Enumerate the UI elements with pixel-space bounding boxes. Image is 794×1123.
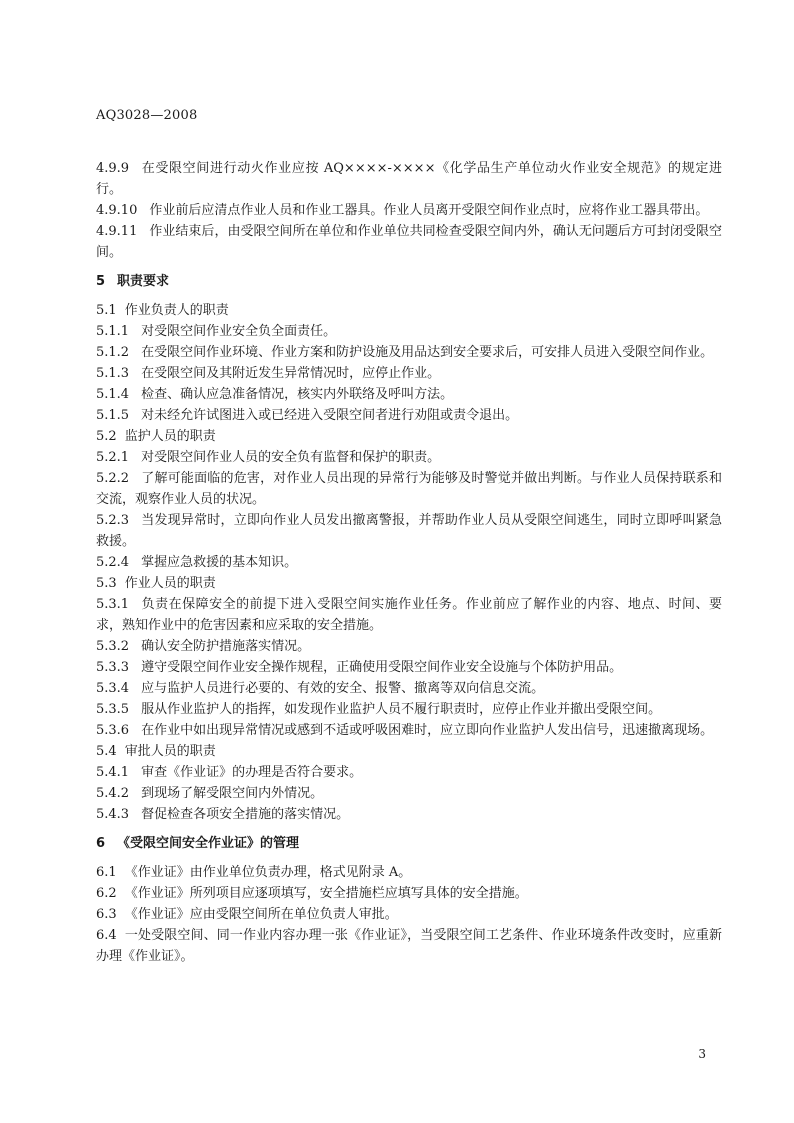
page-number: 3 xyxy=(698,1047,706,1061)
subsection-title xyxy=(96,862,722,883)
clause-number: 5.2 xyxy=(96,429,117,444)
clause-paragraph xyxy=(96,720,722,741)
clause-number: 5.1 xyxy=(96,303,117,318)
clause-paragraph xyxy=(96,804,722,825)
clause-paragraph xyxy=(96,552,722,573)
clause-paragraph xyxy=(96,221,722,263)
clause-paragraph xyxy=(96,363,722,384)
clause-text: 审批人员的职责 xyxy=(124,744,216,759)
clause-number: 4.9.11 xyxy=(96,224,138,239)
clause-paragraph xyxy=(96,321,722,342)
clause-number: 5.1.4 xyxy=(96,387,130,402)
clause-text: 《作业证》由作业单位负责办理，格式见附录 A。 xyxy=(124,865,412,880)
clause-text: 对受限空间作业安全负全面责任。 xyxy=(141,324,337,339)
clause-text: 对未经允许试图进入或已经进入受限空间者进行劝阻或责令退出。 xyxy=(141,408,519,423)
clause-number: 5.1.1 xyxy=(96,324,130,339)
clause-number: 5.3.2 xyxy=(96,639,130,654)
clause-number: 5.2.3 xyxy=(96,513,130,528)
clause-paragraph xyxy=(96,636,722,657)
clause-text: 《受限空间安全作业证》的管理 xyxy=(117,836,300,851)
clause-number: 5.2.2 xyxy=(96,471,130,486)
clause-number: 5.3.4 xyxy=(96,681,130,696)
clause-number: 6 xyxy=(96,836,106,851)
clause-number: 5.1.2 xyxy=(96,345,130,360)
clause-text: 在受限空间进行动火作业应按 AQ××××-××××《化学品生产单位动火作业安全规范》的规定进行。 xyxy=(96,161,722,197)
clause-number: 4.9.9 xyxy=(96,161,130,176)
clause-text: 职责要求 xyxy=(117,274,170,289)
clause-paragraph xyxy=(96,657,722,678)
section-heading xyxy=(96,833,722,854)
clause-text: 当发现异常时，立即向作业人员发出撤离警报，并帮助作业人员从受限空间逃生，同时立即呼叫紧急救援。 xyxy=(96,513,722,549)
clause-paragraph xyxy=(96,510,722,552)
clause-text: 遵守受限空间作业安全操作规程，正确使用受限空间作业安全设施与个体防护用品。 xyxy=(141,660,623,675)
subsection-title xyxy=(96,925,722,967)
clause-paragraph xyxy=(96,447,722,468)
clause-text: 应与监护人员进行必要的、有效的安全、报警、撤离等双向信息交流。 xyxy=(141,681,545,696)
clause-text: 在受限空间作业环境、作业方案和防护设施及用品达到安全要求后，可安排人员进入受限空间作业。 xyxy=(141,345,714,360)
clause-text: 掌握应急救援的基本知识。 xyxy=(141,555,298,570)
clause-number: 5.4 xyxy=(96,744,117,759)
clause-text: 督促检查各项安全措施的落实情况。 xyxy=(141,807,350,822)
clause-text: 了解可能面临的危害，对作业人员出现的异常行为能够及时警觉并做出判断。与作业人员保持联系和交流，观察作业人员的状况。 xyxy=(96,471,722,507)
document-code-header: AQ3028—2008 xyxy=(96,108,198,123)
clause-paragraph xyxy=(96,342,722,363)
clause-text: 在作业中如出现异常情况或感到不适或呼吸困难时，应立即向作业监护人发出信号，迅速撤离现场。 xyxy=(141,723,714,738)
clause-number: 5.3.1 xyxy=(96,597,130,612)
subsection-title xyxy=(96,300,722,321)
clause-number: 5.3.3 xyxy=(96,660,130,675)
clause-number: 5.3 xyxy=(96,576,117,591)
clause-number: 5.3.5 xyxy=(96,702,130,717)
subsection-title xyxy=(96,573,722,594)
clause-text: 在受限空间及其附近发生异常情况时，应停止作业。 xyxy=(141,366,441,381)
clause-number: 6.4 xyxy=(96,928,117,943)
subsection-title xyxy=(96,426,722,447)
clause-paragraph xyxy=(96,158,722,200)
clause-text: 到现场了解受限空间内外情况。 xyxy=(141,786,324,801)
clause-paragraph xyxy=(96,594,722,636)
section-heading xyxy=(96,271,722,292)
clause-text: 对受限空间作业人员的安全负有监督和保护的职责。 xyxy=(141,450,441,465)
clause-text: 作业结束后，由受限空间所在单位和作业单位共同检查受限空间内外，确认无问题后方可封闭受限空间。 xyxy=(96,224,722,260)
clause-text: 确认安全防护措施落实情况。 xyxy=(141,639,311,654)
clause-paragraph xyxy=(96,468,722,510)
clause-number: 5.1.3 xyxy=(96,366,130,381)
clause-text: 监护人员的职责 xyxy=(124,429,216,444)
clause-paragraph xyxy=(96,699,722,720)
clause-number: 5 xyxy=(96,274,106,289)
clause-number: 5.4.1 xyxy=(96,765,130,780)
clause-text: 作业前后应清点作业人员和作业工器具。作业人员离开受限空间作业点时，应将作业工器具带出。 xyxy=(149,203,709,218)
clause-text: 《作业证》应由受限空间所在单位负责人审批。 xyxy=(124,907,398,922)
clause-text: 检查、确认应急准备情况，核实内外联络及呼叫方法。 xyxy=(141,387,454,402)
clause-number: 5.2.4 xyxy=(96,555,130,570)
clause-number: 5.1.5 xyxy=(96,408,130,423)
clause-text: 作业负责人的职责 xyxy=(124,303,229,318)
clause-number: 4.9.10 xyxy=(96,203,138,218)
subsection-title xyxy=(96,904,722,925)
clause-paragraph xyxy=(96,200,722,221)
clause-text: 《作业证》所列项目应逐项填写，安全措施栏应填写具体的安全措施。 xyxy=(124,886,528,901)
clause-number: 5.4.3 xyxy=(96,807,130,822)
clause-text: 负责在保障安全的前提下进入受限空间实施作业任务。作业前应了解作业的内容、地点、时间、要求，熟知作业中的危害因素和应采取的安全措施。 xyxy=(96,597,722,633)
subsection-title xyxy=(96,741,722,762)
clause-text: 服从作业监护人的指挥，如发现作业监护人员不履行职责时，应停止作业并撤出受限空间。 xyxy=(141,702,662,717)
clause-paragraph xyxy=(96,783,722,804)
document-body xyxy=(96,158,722,967)
subsection-title xyxy=(96,883,722,904)
clause-text: 审查《作业证》的办理是否符合要求。 xyxy=(141,765,363,780)
clause-number: 5.4.2 xyxy=(96,786,130,801)
clause-text: 作业人员的职责 xyxy=(124,576,216,591)
clause-number: 6.3 xyxy=(96,907,117,922)
clause-paragraph xyxy=(96,384,722,405)
clause-number: 5.2.1 xyxy=(96,450,130,465)
clause-number: 6.1 xyxy=(96,865,117,880)
clause-text: 一处受限空间、同一作业内容办理一张《作业证》，当受限空间工艺条件、作业环境条件改变时，应重新办理《作业证》。 xyxy=(96,928,722,964)
clause-paragraph xyxy=(96,762,722,783)
clause-number: 6.2 xyxy=(96,886,117,901)
clause-paragraph xyxy=(96,678,722,699)
clause-paragraph xyxy=(96,405,722,426)
clause-number: 5.3.6 xyxy=(96,723,130,738)
